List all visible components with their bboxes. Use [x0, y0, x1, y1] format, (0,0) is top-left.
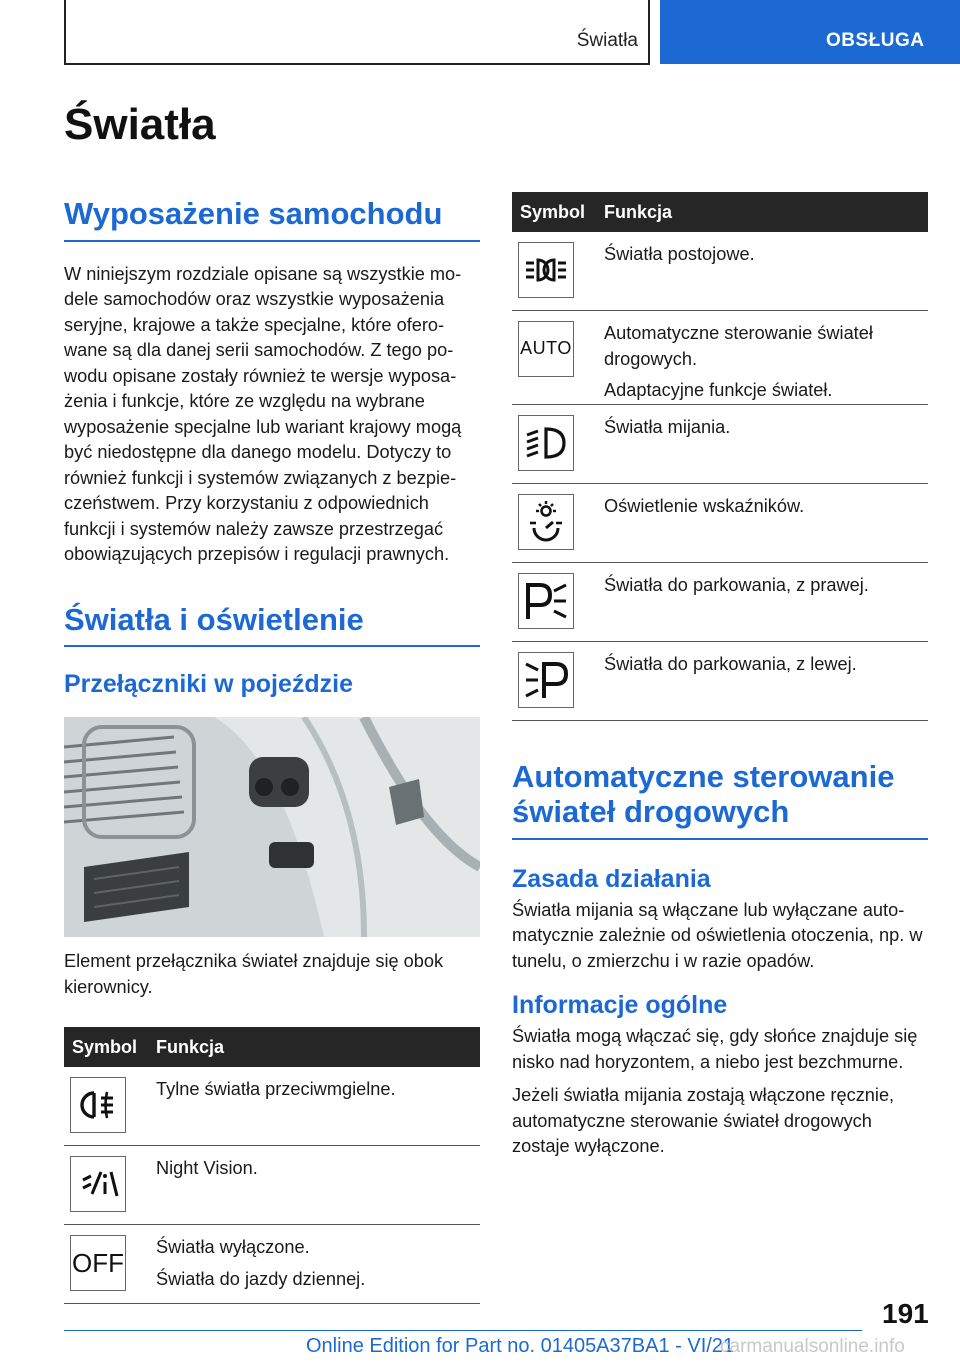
symbols-table-left — [64, 1027, 480, 1304]
row-text: Światła wyłączone. — [156, 1237, 310, 1258]
caption-switch: Element przełącznika świateł znajduje się obok kierownicy. — [64, 951, 444, 997]
parking-light-right-icon — [518, 573, 574, 629]
heading-auto-high-beam: Automatyczne sterowanie świateł drogowych — [512, 759, 928, 840]
table-row — [64, 1225, 480, 1304]
off-icon: OFF — [70, 1235, 126, 1291]
footer-rule — [64, 1330, 862, 1331]
auto-icon: AUTO — [518, 321, 574, 377]
right-column — [512, 192, 928, 1160]
row-text: Adaptacyjne funkcje świateł. — [604, 380, 833, 400]
rear-fog-light-icon — [70, 1077, 126, 1133]
col-function-header: Funkcja — [150, 1027, 480, 1067]
col-symbol-header: Symbol — [512, 192, 598, 232]
table-row — [64, 1067, 480, 1146]
row-text: Światła postojowe. — [604, 244, 755, 264]
paragraph-general-2: Jeżeli światła mijania zostają włączone ręcznie, automatyczne sterowanie świateł drogowych zostaje wyłączone. — [512, 1085, 895, 1157]
heading-lights: Światła i oświetlenie — [64, 602, 480, 648]
heading-general: Informacje ogólne — [512, 991, 728, 1020]
row-text: Oświetlenie wskaźników. — [604, 495, 805, 516]
col-symbol-header: Symbol — [64, 1027, 150, 1067]
table-row — [512, 483, 928, 562]
edition-label: Online Edition for Part no. 01405A37BA1 - VI/21 — [306, 1335, 735, 1357]
header-tab[interactable] — [660, 0, 960, 64]
col-function-header: Funkcja — [598, 192, 928, 232]
table-row — [512, 232, 928, 311]
heading-equipment: Wyposażenie samochodu — [64, 196, 480, 242]
paragraph-general-1: Światła mogą włączać się, gdy słońce znajduje się nisko nad horyzontem, a niebo jest bezchmurne. — [512, 1026, 918, 1072]
row-text: Światła do parkowania, z prawej. — [604, 574, 869, 595]
row-text: Światła do parkowania, z lewej. — [604, 653, 857, 674]
night-vision-icon — [70, 1156, 126, 1212]
row-text: Światła mijania. — [604, 416, 731, 437]
heading-principle: Zasada działania — [512, 864, 711, 893]
table-row — [512, 404, 928, 483]
row-text: Automatyczne sterowanie świateł drogowych. — [604, 323, 873, 369]
row-text: Night Vision. — [156, 1158, 258, 1179]
header-rule-left — [64, 0, 66, 64]
page-title: Światła — [64, 100, 216, 149]
left-column — [64, 196, 480, 1304]
parking-light-left-icon — [518, 652, 574, 708]
row-text: Światła do jazdy dziennej. — [156, 1268, 366, 1289]
page-number: 191 — [882, 1298, 929, 1329]
paragraph-principle: Światła mijania są włączane lub wyłączane automatycznie zależnie od oświetlenia otoczenia, np. w tunelu, o zmierzchu i w razie opadów. — [512, 899, 923, 971]
instrument-lighting-icon — [518, 494, 574, 550]
header-tab-label: OBSŁUGA — [826, 30, 925, 51]
header-section-label: Światła — [576, 30, 638, 51]
row-text: Tylne światła przeciwmgielne. — [156, 1079, 396, 1100]
light-switch-photo — [64, 717, 480, 937]
watermark: carmanualsonline.info — [720, 1336, 905, 1357]
parking-lights-icon — [518, 242, 574, 298]
table-row — [64, 1146, 480, 1225]
paragraph-equipment: W niniejszym rozdziale opisane są wszystkie modele samochodów oraz wszystkie wyposażenia seryjne, krajowe a także specjalne, które oferowane są dla danej serii samochodów. Z tego powodu opisane zostały również te wersje wyposażenia i funkcje, które ze względu na wybrane wyposażenie specjalne lub wariant krajowy mogą być niedostępne dla danego modelu. Dotyczy to również funkcji i systemów związanych z bezpieczeństwem. Przy korzystaniu z odpowiednich funkcji i systemów należy zawsze przestrzegać obowiązujących przepisów i regulacji prawnych. — [64, 263, 462, 565]
table-row — [512, 311, 928, 405]
light-switch-illustration — [64, 717, 480, 937]
table-row — [512, 641, 928, 720]
low-beam-icon — [518, 415, 574, 471]
header-rule-right — [648, 0, 650, 64]
header-rule-bottom — [64, 63, 650, 65]
table-row — [512, 562, 928, 641]
heading-switches: Przełączniki w pojeździe — [64, 670, 353, 699]
symbols-table-right — [512, 192, 928, 721]
